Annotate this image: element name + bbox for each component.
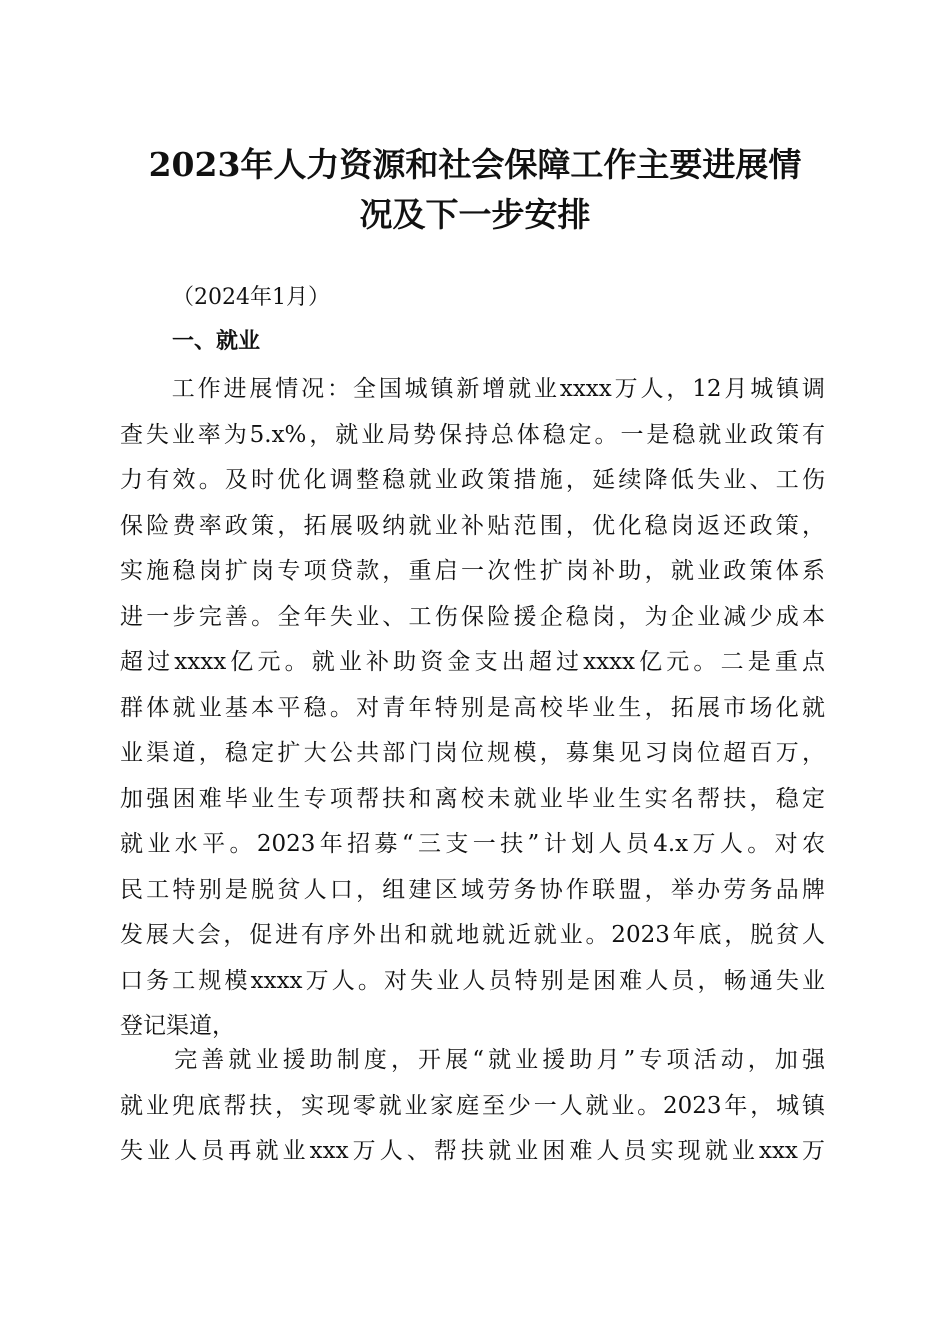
title-line-1: 2023年人力资源和社会保障工作主要进展情 bbox=[148, 145, 802, 184]
paragraph-line: 发展大会，促进有序外出和就地就近就业。2023年底，脱贫人 bbox=[120, 922, 825, 948]
paragraph-line: 失业人员再就业xxx万人、帮扶就业困难人员实现就业xxx万 bbox=[120, 1138, 825, 1164]
paragraph-line: 进一步完善。全年失业、工伤保险援企稳岗，为企业减少成本 bbox=[120, 603, 825, 630]
paragraph-line: 实施稳岗扩岗专项贷款，重启一次性扩岗补助，就业政策体系 bbox=[120, 558, 825, 584]
paragraph-line: 工作进展情况：全国城镇新增就业xxxx万人，12月城镇调 bbox=[120, 376, 825, 402]
paragraph-line: 口务工规模xxxx万人。对失业人员特别是困难人员，畅通失业 bbox=[120, 967, 825, 994]
paragraph-employment-progress bbox=[120, 367, 825, 1050]
paragraph-line: 查失业率为5.x%，就业局势保持总体稳定。一是稳就业政策有 bbox=[120, 421, 825, 448]
paragraph-line: 群体就业基本平稳。对青年特别是高校毕业生，拓展市场化就 bbox=[120, 694, 825, 721]
paragraph-line: 就业兜底帮扶，实现零就业家庭至少一人就业。2023年，城镇 bbox=[120, 1092, 825, 1119]
paragraph-line: 保险费率政策，拓展吸纳就业补贴范围，优化稳岗返还政策， bbox=[120, 512, 825, 539]
paragraph-line: 就业水平。2023年招募“三支一扶”计划人员4.x万人。对农 bbox=[120, 831, 825, 857]
paragraph-line: 完善就业援助制度，开展“就业援助月”专项活动，加强 bbox=[120, 1047, 825, 1073]
document-date: （2024年1月） bbox=[172, 285, 330, 310]
paragraph-employment-assistance bbox=[120, 1038, 825, 1175]
paragraph-line: 加强困难毕业生专项帮扶和离校未就业毕业生实名帮扶，稳定 bbox=[120, 785, 825, 812]
section-heading: 一、就业 bbox=[172, 329, 261, 354]
paragraph-line: 超过xxxx亿元。就业补助资金支出超过xxxx亿元。二是重点 bbox=[120, 649, 825, 675]
paragraph-line: 业渠道，稳定扩大公共部门岗位规模，募集见习岗位超百万， bbox=[120, 740, 825, 766]
paragraph-line: 力有效。及时优化调整稳就业政策措施，延续降低失业、工伤 bbox=[120, 467, 825, 493]
title-line-2: 况及下一步安排 bbox=[359, 195, 591, 234]
document-title bbox=[120, 140, 830, 240]
paragraph-line: 民工特别是脱贫人口，组建区域劳务协作联盟，举办劳务品牌 bbox=[120, 876, 825, 903]
paragraph-line: 登记渠道， bbox=[120, 1013, 235, 1039]
